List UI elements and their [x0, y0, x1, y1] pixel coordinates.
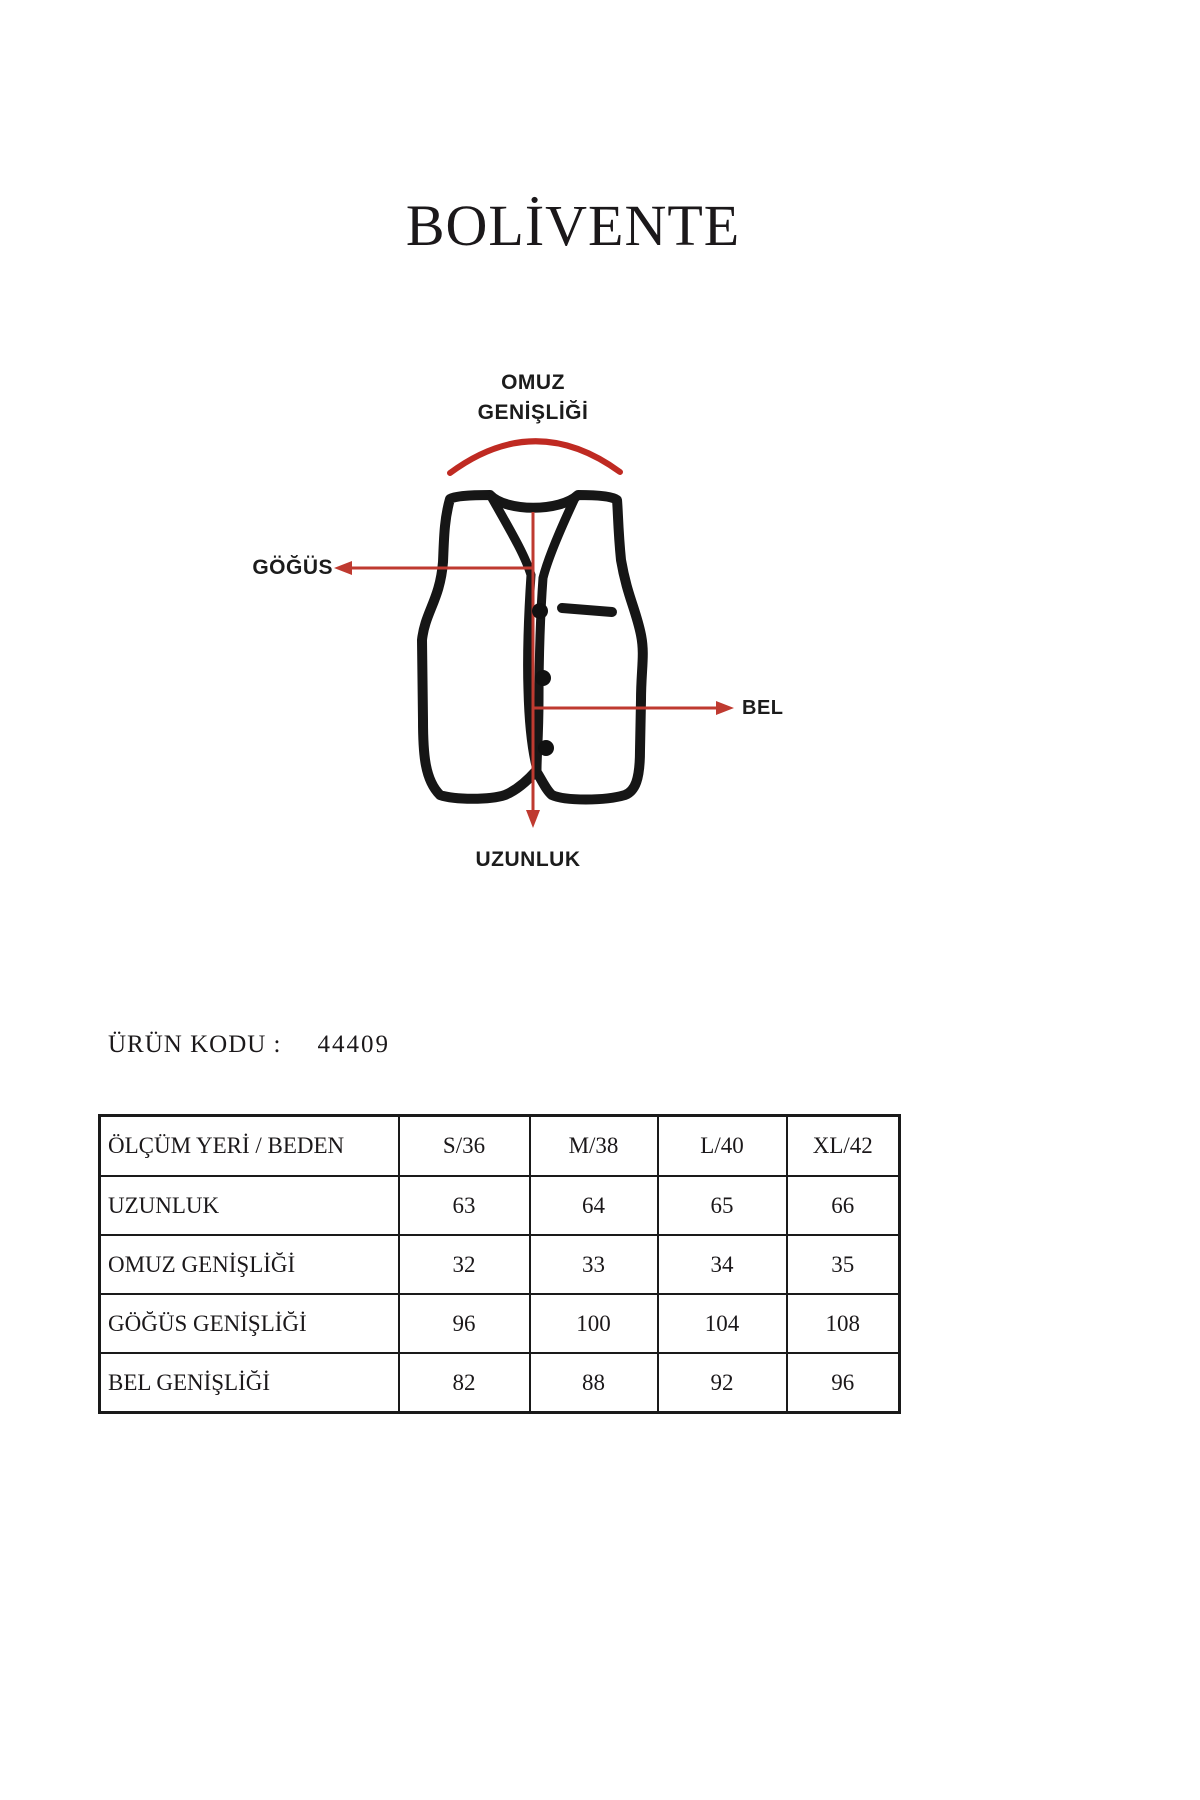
shoulder-width-arc — [450, 441, 620, 473]
vest-button-top — [532, 603, 548, 619]
row-label: OMUZ GENİŞLİĞİ — [100, 1235, 399, 1294]
chest-arrowhead-icon — [334, 561, 352, 575]
cell-value: 92 — [658, 1353, 787, 1413]
length-arrowhead-icon — [526, 810, 540, 828]
cell-value: 96 — [787, 1353, 900, 1413]
length-label: UZUNLUK — [475, 848, 581, 871]
waist-label: BEL — [742, 697, 784, 719]
size-table-header-row — [100, 1116, 900, 1177]
waist-arrowhead-icon — [716, 701, 734, 715]
row-label: BEL GENİŞLİĞİ — [100, 1353, 399, 1413]
header-size-xl: XL/42 — [787, 1116, 900, 1177]
cell-value: 65 — [658, 1176, 787, 1235]
cell-value: 104 — [658, 1294, 787, 1353]
cell-value: 63 — [399, 1176, 530, 1235]
vest-measurement-diagram — [230, 360, 800, 880]
table-row-chest — [100, 1294, 900, 1353]
row-label: UZUNLUK — [100, 1176, 399, 1235]
product-code-label: ÜRÜN KODU : — [108, 1031, 282, 1058]
size-table — [98, 1114, 901, 1414]
cell-value: 33 — [530, 1235, 658, 1294]
shoulder-width-label-line1: OMUZ — [501, 371, 565, 394]
cell-value: 88 — [530, 1353, 658, 1413]
chest-label: GÖĞÜS — [252, 556, 333, 579]
cell-value: 108 — [787, 1294, 900, 1353]
cell-value: 32 — [399, 1235, 530, 1294]
row-label: GÖĞÜS GENİŞLİĞİ — [100, 1294, 399, 1353]
product-code-value: 44409 — [317, 1031, 390, 1058]
vest-button-middle — [535, 670, 551, 686]
vest-pocket — [562, 608, 612, 612]
cell-value: 96 — [399, 1294, 530, 1353]
header-size-s: S/36 — [399, 1116, 530, 1177]
table-row-shoulder — [100, 1235, 900, 1294]
header-measure-place: ÖLÇÜM YERİ / BEDEN — [100, 1116, 399, 1177]
cell-value: 100 — [530, 1294, 658, 1353]
shoulder-width-label-line2: GENİŞLİĞİ — [477, 401, 589, 424]
product-code-line — [108, 1031, 390, 1059]
brand-title: BOLİVENTE — [405, 193, 741, 258]
header-size-m: M/38 — [530, 1116, 658, 1177]
cell-value: 34 — [658, 1235, 787, 1294]
cell-value: 35 — [787, 1235, 900, 1294]
table-row-length — [100, 1176, 900, 1235]
cell-value: 66 — [787, 1176, 900, 1235]
table-row-waist — [100, 1353, 900, 1413]
cell-value: 64 — [530, 1176, 658, 1235]
header-size-l: L/40 — [658, 1116, 787, 1177]
cell-value: 82 — [399, 1353, 530, 1413]
shoulder-width-label — [433, 368, 633, 428]
vest-button-bottom — [538, 740, 554, 756]
